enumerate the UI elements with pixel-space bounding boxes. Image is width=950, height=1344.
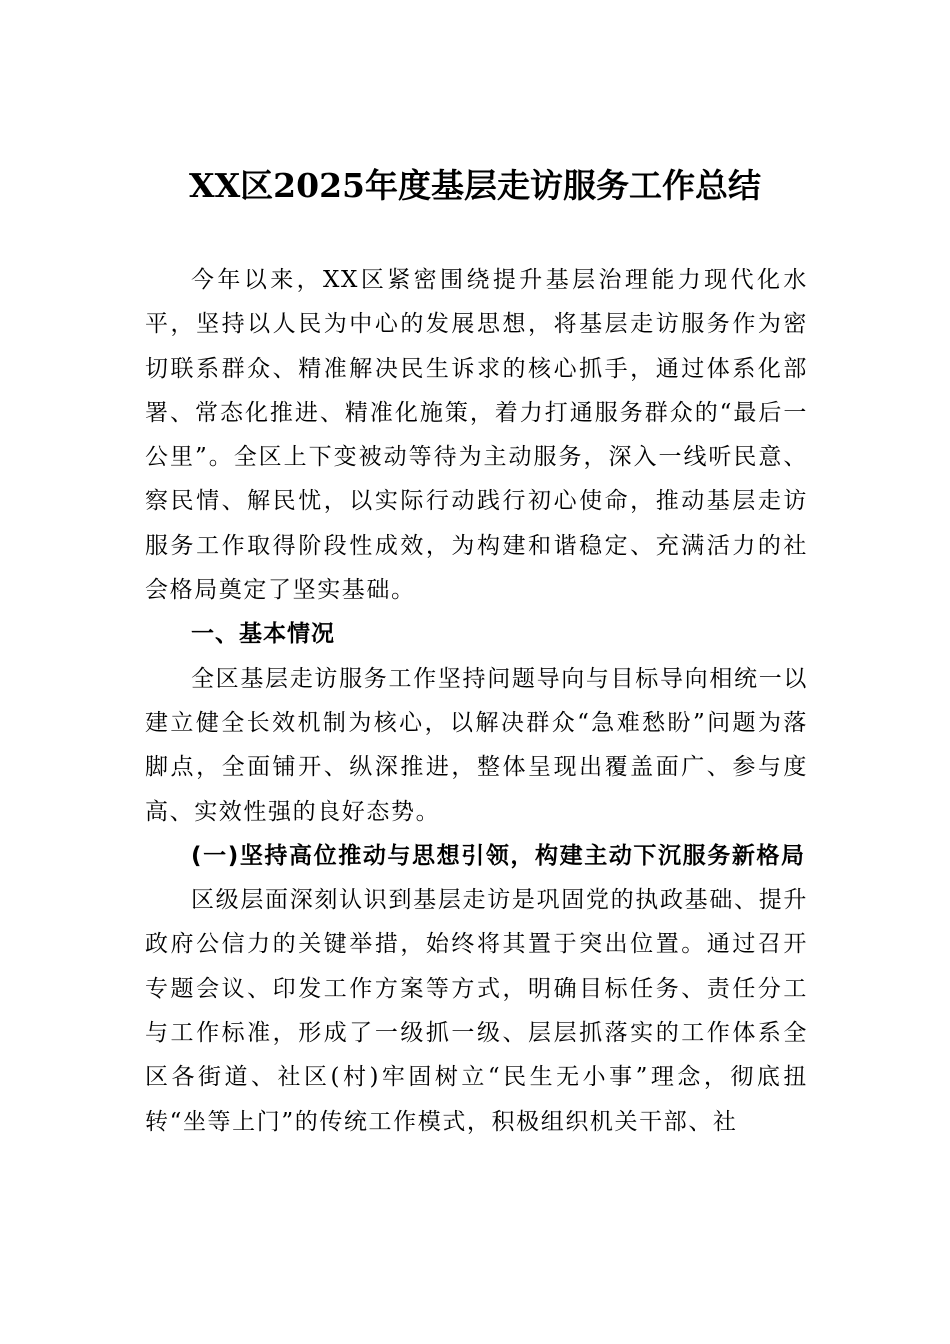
basic-situation-paragraph: 全区基层走访服务工作坚持问题导向与目标导向相统一以建立健全长效机制为核心，以解决群众“急难愁盼”问题为落脚点，全面铺开、纵深推进，整体呈现出覆盖面广、参与度高、实效性强的良好态势。 (145, 665, 808, 825)
document-body (145, 258, 808, 1144)
subsection-1-paragraph: 区级层面深刻认识到基层走访是巩固党的执政基础、提升政府公信力的关键举措，始终将其置于突出位置。通过召开专题会议、印发工作方案等方式，明确目标任务、责任分工与工作标准，形成了一级抓一级、层层抓落实的工作体系全区各街道、社区(村)牢固树立“民生无小事”理念，彻底扭转“坐等上门”的传统工作模式，积极组织机关干部、社 (145, 887, 808, 1135)
subsection-heading-1: (一)坚持高位推动与思想引领，构建主动下沉服务新格局 (191, 842, 806, 869)
intro-paragraph: 今年以来，XX区紧密围绕提升基层治理能力现代化水平，坚持以人民为中心的发展思想，将基层走访服务作为密切联系群众、精准解决民生诉求的核心抓手，通过体系化部署、常态化推进、精准化施策，着力打通服务群众的“最后一公里”。全区上下变被动等待为主动服务，深入一线听民意、察民情、解民忧，以实际行动践行初心使命，推动基层走访服务工作取得阶段性成效，为构建和谐稳定、充满活力的社会格局奠定了坚实基础。 (145, 267, 808, 604)
document-title: XX区2025年度基层走访服务工作总结 (188, 166, 762, 205)
section-heading-basic-situation: 一、基本情况 (191, 621, 335, 648)
